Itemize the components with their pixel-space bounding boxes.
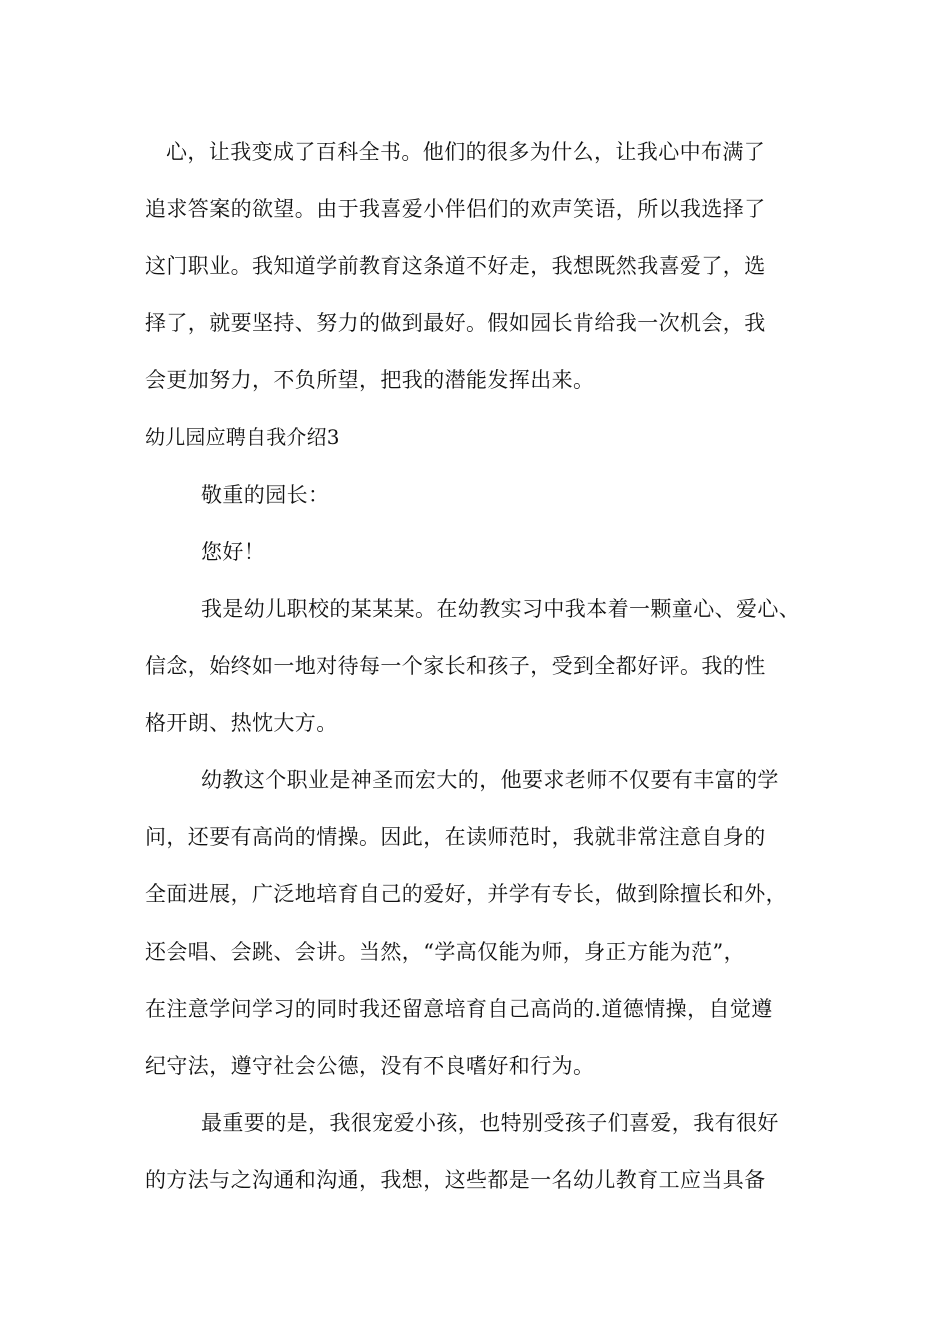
section-title: 幼儿园应聘自我介绍3 — [145, 425, 340, 449]
text-line: 最重要的是，我很宠爱小孩，也特别受孩子们喜爱，我有很好 — [201, 1111, 779, 1135]
text-line: 这门职业。我知道学前教育这条道不好走，我想既然我喜爱了，选 — [145, 254, 766, 278]
text-line: 的方法与之沟通和沟通，我想，这些都是一名幼儿教育工应当具备 — [145, 1168, 766, 1192]
text-line: 我是幼儿职校的某某某。在幼教实习中我本着一颗童心、爱心、 — [201, 597, 801, 621]
text-line: 会更加努力，不负所望，把我的潜能发挥出来。 — [145, 368, 595, 392]
text-line: 还会唱、会跳、会讲。当然，“学高仅能为师，身正方能为范”， — [145, 940, 746, 964]
text-line: 幼教这个职业是神圣而宏大的，他要求老师不仅要有丰富的学 — [201, 768, 779, 792]
text-line: 问，还要有高尚的情操。因此，在读师范时，我就非常注意自身的 — [145, 825, 766, 849]
text-line: 格开朗、热忱大方。 — [145, 711, 338, 735]
text-line: 择了，就要坚持、努力的做到最好。假如园长肯给我一次机会，我 — [145, 311, 766, 335]
text-line: 心，让我变成了百科全书。他们的很多为什么，让我心中布满了 — [166, 140, 766, 164]
text-line: 纪守法，遵守社会公德，没有不良嗜好和行为。 — [145, 1054, 595, 1078]
text-line: 信念，始终如一地对待每一个家长和孩子，受到全都好评。我的性 — [145, 654, 766, 678]
text-line: 全面进展，广泛地培育自己的爱好，并学有专长，做到除擅长和外， — [145, 882, 787, 906]
greeting: 您好！ — [201, 540, 266, 564]
salutation: 敬重的园长： — [201, 483, 330, 507]
text-line: 追求答案的欲望。由于我喜爱小伴侣们的欢声笑语，所以我选择了 — [145, 197, 766, 221]
text-line: 在注意学问学习的同时我还留意培育自己高尚的.道德情操，自觉遵 — [145, 997, 773, 1021]
